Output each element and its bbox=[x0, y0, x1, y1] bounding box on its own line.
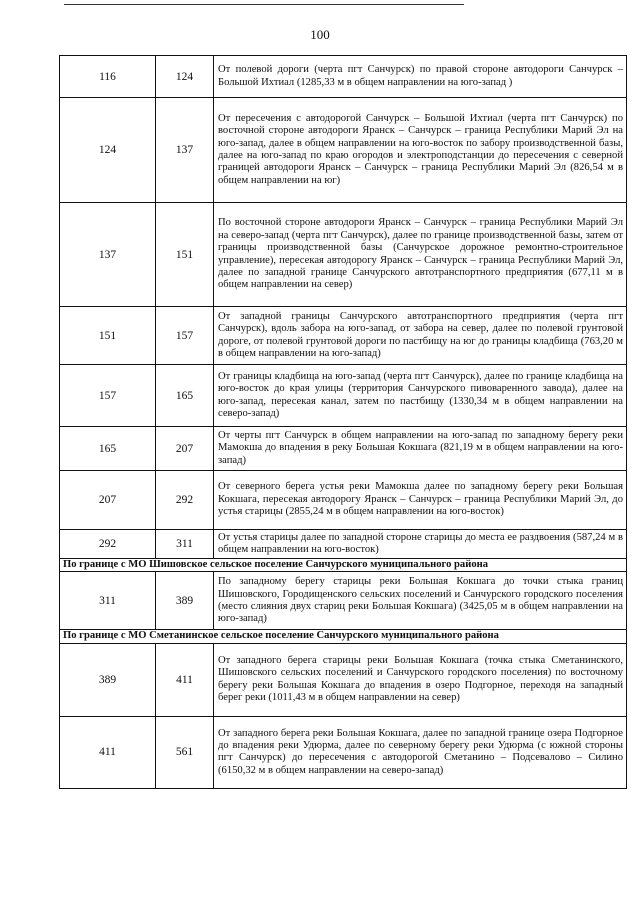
segment-description: От западной границы Санчурского автотранспортного предприятия (черта пгт Санчурск), вдоль забора на юго-запад, от забора на север, далее по полевой грунтовой дороге, от полевой грунтовой дороги по пастбищу на юг до границы кладбища (763,20 м в общем направлении на юго-запад) bbox=[214, 307, 627, 365]
point-from: 137 bbox=[60, 203, 156, 307]
segment-description: По восточной стороне автодороги Яранск – Санчурск – граница Республики Марий Эл на северо-запад (черта пгт Санчурск), далее по границе производственной базы, затем от границы производственной базы (Санчурское дорожное ремонтно-строительное управление), пересекая автодорогу Яранск – Санчурск – граница Республики Марий Эл, далее по западной границе Санчурского автотранспортного предприятия (677,11 м в общем направлении на север) bbox=[214, 203, 627, 307]
segment-description: От границы кладбища на юго-запад (черта пгт Санчурск), далее по границе кладбища на юго-восток до края улицы (территория Санчурского пивоваренного завода), далее на юго-запад, пересекая канал, затем по пастбищу (1330,34 м в общем направлении на северо-запад) bbox=[214, 365, 627, 427]
point-to: 561 bbox=[156, 716, 214, 788]
table-row bbox=[60, 307, 627, 365]
point-from: 157 bbox=[60, 365, 156, 427]
segment-description: От западного берега реки Большая Кокшага, далее по западной границе озера Подгорное до впадения реки Удюрма, далее по северному берегу реки Удюрма (с южной стороны пгт Санчурск) до пересечения с автодорогой Сметанино – Подсевалово – Силино (6150,32 м в общем направлении на северо-запад) bbox=[214, 716, 627, 788]
table-row bbox=[60, 530, 627, 559]
point-to: 165 bbox=[156, 365, 214, 427]
segment-description: По западному берегу старицы реки Большая Кокшага до точки стыка границ Шишовского, Городищенского сельских поселений и Санчурского городского поселения (место слияния двух стариц реки Большая Кокшага) (3425,05 м в общем направлении на юго-запад) bbox=[214, 572, 627, 630]
point-from: 207 bbox=[60, 471, 156, 530]
table-row bbox=[60, 427, 627, 471]
section-heading: По границе с МО Сметанинское сельское поселение Санчурского муниципального района bbox=[60, 630, 627, 643]
table-row bbox=[60, 572, 627, 630]
table-row bbox=[60, 716, 627, 788]
point-to: 389 bbox=[156, 572, 214, 630]
point-from: 165 bbox=[60, 427, 156, 471]
point-from: 311 bbox=[60, 572, 156, 630]
table-row bbox=[60, 643, 627, 716]
point-from: 151 bbox=[60, 307, 156, 365]
header-rule bbox=[64, 4, 464, 5]
segment-description: От полевой дороги (черта пгт Санчурск) по правой стороне автодороги Санчурск – Большой Ихтиал (1285,33 м в общем направлении на юго-запад ) bbox=[214, 56, 627, 98]
point-to: 207 bbox=[156, 427, 214, 471]
boundary-table bbox=[59, 55, 627, 789]
point-to: 124 bbox=[156, 56, 214, 98]
point-to: 137 bbox=[156, 98, 214, 203]
section-header-row bbox=[60, 559, 627, 572]
table-row bbox=[60, 203, 627, 307]
segment-description: От западного берега старицы реки Большая Кокшага (точка стыка Сметанинского, Шишовского сельских поселений и Санчурского городского поселения) по восточному берегу реки Большая Кокшага до впадения в озеро Подгорное, переходя на западный берег реки (1011,43 м в общем направлении на север) bbox=[214, 643, 627, 716]
point-from: 411 bbox=[60, 716, 156, 788]
segment-description: От устья старицы далее по западной стороне старицы до места ее раздвоения (587,24 м в общем направлении на юго-восток) bbox=[214, 530, 627, 559]
segment-description: От черты пгт Санчурск в общем направлении на юго-запад по западному берегу реки Мамокша до впадения в реку Большая Кокшага (821,19 м в общем направлении на юго-запад) bbox=[214, 427, 627, 471]
point-to: 411 bbox=[156, 643, 214, 716]
table-row bbox=[60, 365, 627, 427]
table-row bbox=[60, 471, 627, 530]
point-from: 116 bbox=[60, 56, 156, 98]
point-to: 311 bbox=[156, 530, 214, 559]
section-header-row bbox=[60, 630, 627, 643]
segment-description: От северного берега устья реки Мамокша далее по западному берегу реки Большая Кокшага, пересекая автодорогу Яранск – Санчурск – граница Республики Марий Эл, до устья старицы (2855,24 м в общем направлении на юго-восток) bbox=[214, 471, 627, 530]
segment-description: От пересечения с автодорогой Санчурск – Большой Ихтиал (черта пгт Санчурск) по восточной стороне автодороги Яранск – Санчурск – граница Республики Марий Эл на юго-запад, далее в общем направлении на юго-восток по забору производственной базы, далее на юго-запад по краю огородов и электроподстанции до пересечения с северной границей автодороги Яранск – Санчурск – граница Республики Марий Эл (826,54 м в общем направлении на юг) bbox=[214, 98, 627, 203]
point-to: 292 bbox=[156, 471, 214, 530]
point-from: 292 bbox=[60, 530, 156, 559]
table-row bbox=[60, 98, 627, 203]
point-to: 157 bbox=[156, 307, 214, 365]
point-from: 124 bbox=[60, 98, 156, 203]
table-row bbox=[60, 56, 627, 98]
point-from: 389 bbox=[60, 643, 156, 716]
section-heading: По границе с МО Шишовское сельское поселение Санчурского муниципального района bbox=[60, 559, 627, 572]
point-to: 151 bbox=[156, 203, 214, 307]
page-number: 100 bbox=[310, 27, 330, 42]
